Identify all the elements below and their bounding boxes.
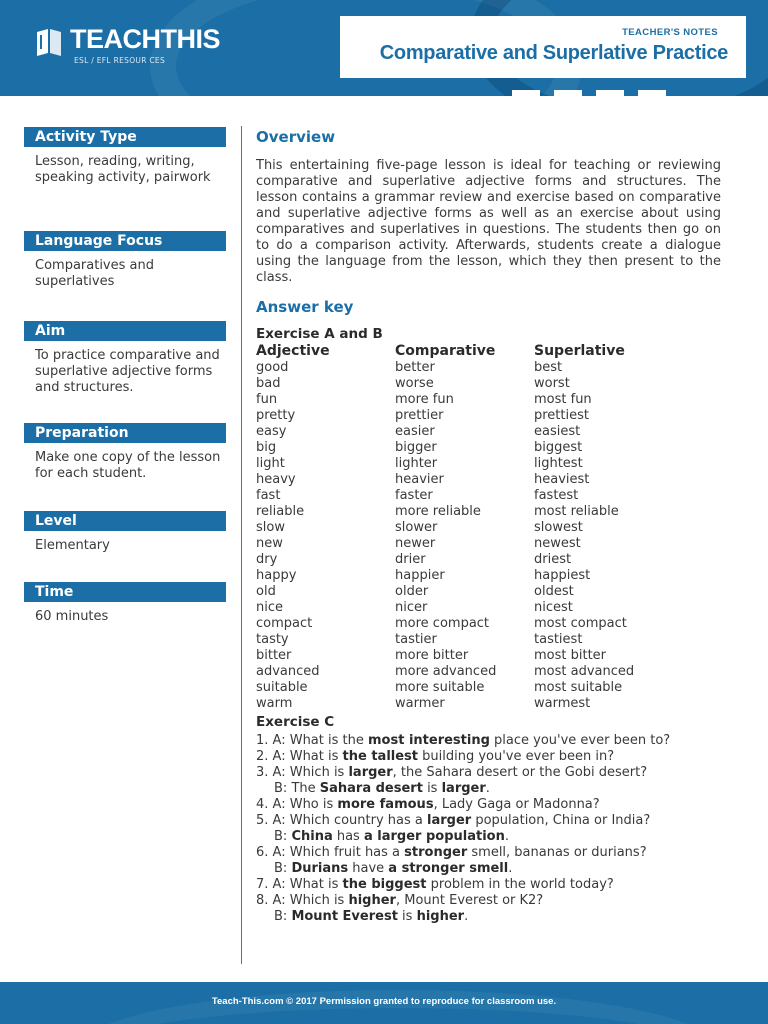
adjective-cell: pretty [256, 408, 296, 423]
adjective-cell: fun [256, 392, 278, 407]
superlative-cell: nicest [534, 600, 573, 615]
adjective-table-body [256, 360, 704, 712]
comparative-cell: heavier [395, 472, 444, 487]
answer-text: place you've ever been to? [489, 733, 671, 748]
table-row [256, 360, 704, 376]
line-prefix: 4. A: [256, 797, 290, 812]
superlative-cell: heaviest [534, 472, 590, 487]
sidebar-text: Lesson, reading, writing, speaking activity, pairwork [35, 154, 211, 185]
comparative-cell: easier [395, 424, 435, 439]
title-box [340, 16, 746, 78]
answer-text: , Mount Everest or K2? [395, 893, 544, 908]
exercise-c-heading: Exercise C [256, 714, 335, 730]
superlative-cell: best [534, 360, 563, 375]
answer-text: . [508, 861, 513, 876]
answer-bold-text: China [291, 829, 333, 844]
answer-text: . [485, 781, 490, 796]
column-header-superlative: Superlative [534, 343, 625, 359]
exercise-c-line [256, 861, 721, 877]
exercise-c-line [256, 893, 721, 909]
answer-text: has [332, 829, 364, 844]
line-prefix: B: [274, 909, 292, 924]
answer-text: problem in the world today? [426, 877, 614, 892]
copyright-notice: Teach-This.com © 2017 Permission granted to reproduce for classroom use. [211, 996, 557, 1007]
comparative-cell: newer [395, 536, 436, 551]
sidebar-section-preparation [24, 423, 226, 511]
table-row [256, 696, 704, 712]
sidebar-section-language-focus [24, 231, 226, 321]
answer-bold-text: stronger [404, 845, 468, 860]
answer-bold-text: the biggest [342, 877, 427, 892]
adjective-cell: warm [256, 696, 293, 711]
adjective-cell: light [256, 456, 285, 471]
superlative-cell: warmest [534, 696, 591, 711]
line-prefix: 6. A: [256, 845, 290, 860]
line-prefix: 7. A: [256, 877, 290, 892]
adjective-cell: suitable [256, 680, 308, 695]
answer-bold-text: higher [416, 909, 465, 924]
comparative-cell: happier [395, 568, 445, 583]
adjective-table [256, 342, 704, 712]
adjective-cell: bad [256, 376, 281, 391]
sidebar-text: Make one copy of the lesson for each student. [35, 450, 221, 481]
answer-text: , Lady Gaga or Madonna? [433, 797, 600, 812]
table-row [256, 376, 704, 392]
exercise-c-line [256, 797, 721, 813]
adjective-cell: happy [256, 568, 297, 583]
adjective-cell: reliable [256, 504, 305, 519]
page-title: Comparative and Superlative Practice [379, 42, 728, 64]
table-row [256, 424, 704, 440]
column-header-adjective: Adjective [256, 343, 330, 359]
sidebar-section-time [24, 582, 226, 625]
superlative-cell: easiest [534, 424, 581, 439]
adjective-cell: new [256, 536, 283, 551]
column-header-comparative: Comparative [395, 343, 496, 359]
adjective-cell: good [256, 360, 289, 375]
table-row [256, 680, 704, 696]
answer-text: Which is [289, 893, 349, 908]
answer-bold-text: Durians [291, 861, 349, 876]
comparative-cell: older [395, 584, 429, 599]
line-prefix: B: [274, 829, 292, 844]
sidebar-text: To practice comparative and superlative adjective forms and structures. [35, 348, 220, 395]
answer-text: The [291, 781, 320, 796]
sidebar-section-level [24, 511, 226, 582]
answer-text: What is the [289, 733, 368, 748]
footer-banner [0, 982, 768, 1024]
answer-text: , the Sahara desert or the Gobi desert? [392, 765, 648, 780]
table-row [256, 488, 704, 504]
superlative-cell: slowest [534, 520, 583, 535]
comparative-cell: tastier [395, 632, 437, 647]
answer-text: is [397, 909, 417, 924]
adjective-cell: old [256, 584, 276, 599]
exercise-ab-heading: Exercise A and B [256, 326, 383, 342]
comparative-cell: drier [395, 552, 426, 567]
comparative-cell: more reliable [395, 504, 481, 519]
answer-text: Which fruit has a [289, 845, 405, 860]
comparative-cell: faster [395, 488, 433, 503]
table-row [256, 408, 704, 424]
exercise-c-line [256, 845, 721, 861]
logo-text: TEACHTHIS [70, 24, 220, 54]
comparative-cell: more fun [395, 392, 454, 407]
comparative-cell: more bitter [395, 648, 469, 663]
answer-text: What is [289, 749, 343, 764]
superlative-cell: most advanced [534, 664, 635, 679]
answer-key-heading: Answer key [256, 298, 354, 316]
sidebar-text: Elementary [35, 538, 110, 553]
superlative-cell: most compact [534, 616, 627, 631]
adjective-cell: nice [256, 600, 283, 615]
comparative-cell: more advanced [395, 664, 497, 679]
line-prefix: B: [274, 861, 292, 876]
superlative-cell: worst [534, 376, 570, 391]
adjective-cell: bitter [256, 648, 292, 663]
comparative-cell: more suitable [395, 680, 485, 695]
answer-text: Who is [289, 797, 338, 812]
superlative-cell: most bitter [534, 648, 607, 663]
exercise-c-line [256, 765, 721, 781]
comparative-cell: lighter [395, 456, 438, 471]
table-row [256, 440, 704, 456]
answer-bold-text: most interesting [368, 733, 490, 748]
exercise-c-line [256, 733, 721, 749]
header-dash-decoration [512, 90, 672, 96]
table-row [256, 584, 704, 600]
adjective-cell: big [256, 440, 277, 455]
sidebar-heading: Activity Type [24, 127, 226, 147]
superlative-cell: driest [534, 552, 572, 567]
comparative-cell: better [395, 360, 435, 375]
answer-bold-text: more famous [337, 797, 434, 812]
table-header-row [256, 342, 704, 360]
header-banner [0, 0, 768, 96]
answer-bold-text: higher [348, 893, 396, 908]
teachthis-logo[interactable] [34, 24, 220, 72]
table-row [256, 648, 704, 664]
answer-bold-text: larger [427, 813, 472, 828]
table-row [256, 664, 704, 680]
column-divider [241, 126, 242, 964]
table-row [256, 568, 704, 584]
line-prefix: B: [274, 781, 292, 796]
adjective-cell: compact [256, 616, 313, 631]
sidebar-section-aim [24, 321, 226, 423]
exercise-c-line [256, 781, 721, 797]
answer-text: have [348, 861, 389, 876]
comparative-cell: nicer [395, 600, 428, 615]
table-row [256, 520, 704, 536]
answer-text: . [504, 829, 509, 844]
line-prefix: 3. A: [256, 765, 290, 780]
adjective-cell: fast [256, 488, 281, 503]
comparative-cell: bigger [395, 440, 437, 455]
adjective-cell: slow [256, 520, 285, 535]
superlative-cell: oldest [534, 584, 574, 599]
table-row [256, 552, 704, 568]
table-row [256, 392, 704, 408]
answer-text: is [422, 781, 442, 796]
answer-text: population, China or India? [471, 813, 651, 828]
sidebar-heading: Language Focus [24, 231, 226, 251]
answer-text: smell, bananas or durians? [467, 845, 647, 860]
answer-bold-text: Sahara desert [319, 781, 423, 796]
answer-bold-text: larger [441, 781, 486, 796]
table-row [256, 616, 704, 632]
table-row [256, 504, 704, 520]
overview-paragraph: This entertaining five-page lesson is ideal for teaching or reviewing comparative and superlative adjective forms and structures. The lesson contains a grammar review and exercise based on comparative and superlative adjective forms as well as an exercise about using comparatives and superlatives in questions. The students then go on to do a comparison activity. Afterwards, students create a dialogue using the language from the lesson, which they then present to the class. [256, 158, 721, 285]
main-content [256, 128, 721, 925]
superlative-cell: happiest [534, 568, 591, 583]
teachers-notes-label: TEACHER'S NOTES [622, 27, 718, 38]
superlative-cell: fastest [534, 488, 579, 503]
superlative-cell: tastiest [534, 632, 583, 647]
superlative-cell: most fun [534, 392, 592, 407]
sidebar-text: 60 minutes [35, 609, 109, 624]
book-icon [34, 26, 64, 58]
sidebar-text: Comparatives and superlatives [35, 258, 154, 289]
superlative-cell: newest [534, 536, 581, 551]
answer-text: What is [289, 877, 343, 892]
answer-text: Which country has a [289, 813, 427, 828]
answer-bold-text: Mount Everest [291, 909, 398, 924]
line-prefix: 1. A: [256, 733, 290, 748]
exercise-c-line [256, 877, 721, 893]
answer-text: building you've ever been in? [418, 749, 615, 764]
adjective-cell: dry [256, 552, 278, 567]
comparative-cell: more compact [395, 616, 490, 631]
answer-bold-text: the tallest [342, 749, 419, 764]
sidebar-heading: Level [24, 511, 226, 531]
line-prefix: 2. A: [256, 749, 290, 764]
adjective-cell: tasty [256, 632, 289, 647]
answer-text: Which is [289, 765, 349, 780]
superlative-cell: biggest [534, 440, 583, 455]
overview-heading: Overview [256, 128, 336, 146]
sidebar-heading: Time [24, 582, 226, 602]
exercise-c-line [256, 813, 721, 829]
exercise-c-line [256, 909, 721, 925]
comparative-cell: warmer [395, 696, 445, 711]
exercise-c-line [256, 749, 721, 765]
line-prefix: 8. A: [256, 893, 290, 908]
answer-text: . [464, 909, 469, 924]
table-row [256, 472, 704, 488]
superlative-cell: lightest [534, 456, 583, 471]
sidebar [24, 127, 226, 625]
table-row [256, 536, 704, 552]
sidebar-heading: Preparation [24, 423, 226, 443]
superlative-cell: most suitable [534, 680, 623, 695]
sidebar-section-activity-type [24, 127, 226, 231]
logo-subtitle: ESL / EFL RESOUR CES [74, 56, 166, 65]
adjective-cell: easy [256, 424, 287, 439]
line-prefix: 5. A: [256, 813, 290, 828]
table-row [256, 456, 704, 472]
answer-bold-text: larger [348, 765, 393, 780]
comparative-cell: prettier [395, 408, 444, 423]
exercise-c-line [256, 829, 721, 845]
adjective-cell: heavy [256, 472, 296, 487]
superlative-cell: most reliable [534, 504, 619, 519]
answer-bold-text: a stronger smell [388, 861, 509, 876]
comparative-cell: slower [395, 520, 438, 535]
table-row [256, 632, 704, 648]
sidebar-heading: Aim [24, 321, 226, 341]
exercise-c-answers [256, 733, 721, 925]
adjective-cell: advanced [256, 664, 320, 679]
comparative-cell: worse [395, 376, 434, 391]
table-row [256, 600, 704, 616]
superlative-cell: prettiest [534, 408, 589, 423]
answer-bold-text: a larger population [363, 829, 505, 844]
